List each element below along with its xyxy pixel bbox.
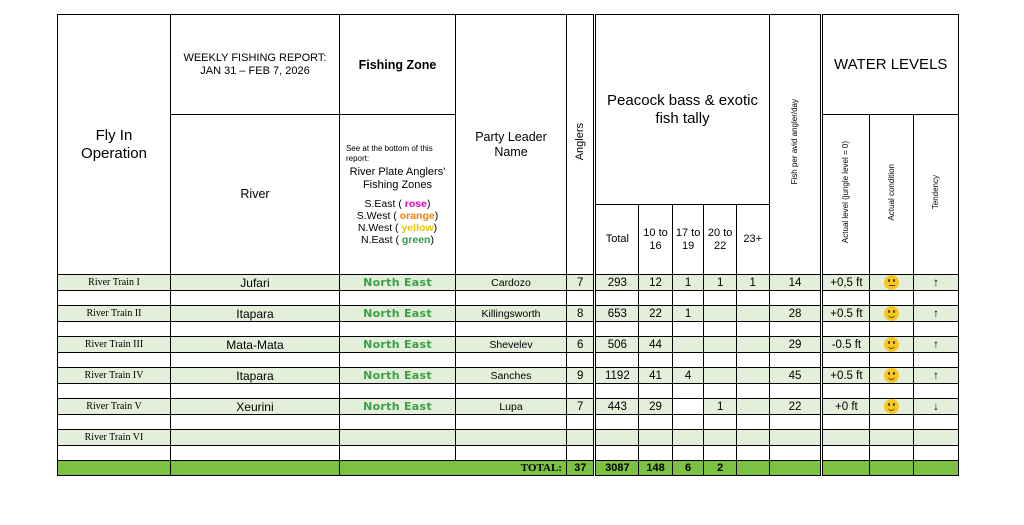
- spacer-cell: [704, 322, 737, 337]
- spacer-cell: [769, 353, 822, 368]
- train-cell: River Train VI: [58, 430, 171, 446]
- size-bin-cell: [639, 430, 673, 446]
- totals-bin: 148: [639, 461, 673, 476]
- condition-cell: [870, 306, 914, 322]
- spacer-cell: [822, 353, 870, 368]
- spacer-cell: [58, 291, 171, 306]
- totals-anglers: 37: [566, 461, 595, 476]
- spacer-cell: [736, 446, 769, 461]
- fishing-zone-header: Fishing Zone: [339, 15, 455, 115]
- totals-bin: [736, 461, 769, 476]
- spacer-cell: [566, 415, 595, 430]
- spacer-cell: [456, 446, 567, 461]
- spacer-cell: [672, 384, 704, 399]
- zone-cell: North East: [339, 368, 455, 384]
- spacer-cell: [736, 415, 769, 430]
- size-bin-cell: 44: [639, 337, 673, 353]
- zone-legend-suffix: ): [434, 209, 439, 222]
- zone-legend-suffix: ): [433, 221, 438, 234]
- zone-legend-suffix: ): [426, 197, 431, 210]
- zone-cell: [339, 430, 455, 446]
- spacer-cell: [870, 322, 914, 337]
- fish-per-angler-cell: 14: [769, 275, 822, 291]
- total-cell: 1192: [595, 368, 639, 384]
- total-col-header: Total: [595, 205, 639, 275]
- spacer-cell: [339, 353, 455, 368]
- spacer-cell: [822, 415, 870, 430]
- size-bin-cell: 1: [672, 275, 704, 291]
- spacer-cell: [170, 415, 339, 430]
- spacer-cell: [170, 446, 339, 461]
- size-bin-cell: 1: [704, 275, 737, 291]
- train-cell: River Train V: [58, 399, 171, 415]
- totals-total: 3087: [595, 461, 639, 476]
- total-cell: 506: [595, 337, 639, 353]
- actual-condition-label: Actual condition: [886, 163, 896, 221]
- spacer-cell: [595, 415, 639, 430]
- fish-per-angler-cell: 45: [769, 368, 822, 384]
- spacer-cell: [870, 415, 914, 430]
- size-bin-cell: [704, 430, 737, 446]
- size-bin-header: 20 to 22: [704, 205, 737, 275]
- totals-blank: [58, 461, 171, 476]
- smiley-face-icon: [884, 306, 899, 321]
- zone-legend-item: [340, 234, 455, 246]
- zone-legend-color: orange: [399, 209, 435, 222]
- total-cell: 443: [595, 399, 639, 415]
- table-row: [58, 337, 959, 353]
- fishing-report-table: [57, 14, 959, 476]
- river-cell: [170, 430, 339, 446]
- zone-cell: North East: [339, 337, 455, 353]
- zone-legend-prefix: N.West (: [357, 221, 399, 234]
- spacer-cell: [58, 322, 171, 337]
- fish-per-angler-cell: [769, 430, 822, 446]
- smiley-face-icon: [884, 337, 899, 352]
- spacer-cell: [822, 384, 870, 399]
- zones-legend: [339, 115, 455, 275]
- spacer-cell: [339, 384, 455, 399]
- spacer-cell: [672, 415, 704, 430]
- spacer-cell: [456, 353, 567, 368]
- train-cell: River Train II: [58, 306, 171, 322]
- spacer-cell: [58, 353, 171, 368]
- train-cell: River Train IV: [58, 368, 171, 384]
- spacer-row: [58, 384, 959, 399]
- zone-cell: North East: [339, 399, 455, 415]
- spacer-cell: [595, 446, 639, 461]
- spacer-cell: [704, 353, 737, 368]
- spacer-row: [58, 353, 959, 368]
- size-bin-cell: 4: [672, 368, 704, 384]
- spacer-cell: [672, 353, 704, 368]
- spacer-cell: [566, 291, 595, 306]
- spacer-cell: [870, 291, 914, 306]
- spacer-cell: [822, 291, 870, 306]
- totals-bin: 6: [672, 461, 704, 476]
- zone-legend-item: [340, 210, 455, 222]
- size-bin-cell: [704, 368, 737, 384]
- tendency-cell: [914, 430, 959, 446]
- zone-legend-item: [340, 222, 455, 234]
- size-bin-cell: 1: [672, 306, 704, 322]
- spacer-cell: [456, 322, 567, 337]
- spacer-cell: [170, 353, 339, 368]
- size-bin-cell: 29: [639, 399, 673, 415]
- spacer-cell: [566, 384, 595, 399]
- water-levels-header: WATER LEVELS: [822, 15, 959, 115]
- fish-per-angler-cell: 28: [769, 306, 822, 322]
- totals-blank: [870, 461, 914, 476]
- spacer-cell: [736, 384, 769, 399]
- river-cell: Jufari: [170, 275, 339, 291]
- spacer-cell: [736, 353, 769, 368]
- spacer-row: [58, 291, 959, 306]
- spacer-cell: [914, 353, 959, 368]
- totals-blank: [822, 461, 870, 476]
- river-cell: Xeurini: [170, 399, 339, 415]
- anglers-cell: 6: [566, 337, 595, 353]
- zone-list: [340, 198, 455, 246]
- spacer-row: [58, 446, 959, 461]
- spacer-cell: [639, 322, 673, 337]
- actual-condition-header: [870, 115, 914, 275]
- spacer-cell: [914, 415, 959, 430]
- tendency-cell: ↓: [914, 399, 959, 415]
- size-bin-cell: 22: [639, 306, 673, 322]
- size-bin-cell: [736, 430, 769, 446]
- size-bin-cell: 1: [736, 275, 769, 291]
- spacer-row: [58, 415, 959, 430]
- table-row: [58, 306, 959, 322]
- report-title: WEEKLY FISHING REPORT: JAN 31 – FEB 7, 2026: [170, 15, 339, 115]
- size-bin-header: 10 to 16: [639, 205, 673, 275]
- zone-legend-prefix: S.East (: [364, 197, 402, 210]
- river-header: River: [170, 115, 339, 275]
- size-bin-cell: [736, 337, 769, 353]
- spacer-cell: [566, 446, 595, 461]
- anglers-cell: 7: [566, 275, 595, 291]
- zone-cell: North East: [339, 275, 455, 291]
- condition-cell: [870, 337, 914, 353]
- anglers-header-label: Anglers: [573, 123, 586, 161]
- spacer-cell: [914, 322, 959, 337]
- table-row: [58, 430, 959, 446]
- spacer-cell: [170, 384, 339, 399]
- anglers-header: [566, 15, 595, 275]
- size-bin-cell: 1: [704, 399, 737, 415]
- spacer-cell: [639, 384, 673, 399]
- totals-blank: [914, 461, 959, 476]
- spacer-cell: [339, 446, 455, 461]
- size-bin-cell: [736, 306, 769, 322]
- tendency-cell: ↑: [914, 337, 959, 353]
- zone-legend-prefix: S.West (: [356, 209, 397, 222]
- spacer-cell: [704, 291, 737, 306]
- fish-per-angler-cell: 29: [769, 337, 822, 353]
- table-row: [58, 368, 959, 384]
- fish-per-angler-cell: 22: [769, 399, 822, 415]
- spacer-cell: [595, 353, 639, 368]
- spacer-row: [58, 322, 959, 337]
- river-cell: Itapara: [170, 368, 339, 384]
- zone-legend-suffix: ): [430, 233, 434, 246]
- operation-header: Fly In Operation: [58, 15, 171, 275]
- totals-bin: 2: [704, 461, 737, 476]
- spacer-cell: [769, 291, 822, 306]
- table-row: [58, 275, 959, 291]
- spacer-cell: [339, 415, 455, 430]
- size-bin-cell: [672, 337, 704, 353]
- spacer-cell: [704, 415, 737, 430]
- spacer-cell: [595, 291, 639, 306]
- condition-cell: [870, 399, 914, 415]
- anglers-cell: 7: [566, 399, 595, 415]
- condition-cell: [870, 275, 914, 291]
- spacer-cell: [704, 446, 737, 461]
- actual-level-label: Actual level (jungle level = 0): [841, 140, 851, 244]
- fish-per-angler-label: Fish per avid angler/day: [790, 99, 799, 185]
- level-cell: +0,5 ft: [822, 275, 870, 291]
- tally-header: Peacock bass & exotic fish tally: [595, 15, 769, 205]
- train-cell: River Train I: [58, 275, 171, 291]
- size-bin-cell: [736, 399, 769, 415]
- fish-per-angler-header: [769, 15, 822, 275]
- size-bin-cell: 12: [639, 275, 673, 291]
- tendency-header: [914, 115, 959, 275]
- size-bin-header: 23+: [736, 205, 769, 275]
- level-cell: [822, 430, 870, 446]
- leader-cell: Cardozo: [456, 275, 567, 291]
- size-bin-cell: [736, 368, 769, 384]
- level-cell: +0.5 ft: [822, 306, 870, 322]
- table-row: [58, 399, 959, 415]
- tendency-cell: ↑: [914, 275, 959, 291]
- leader-cell: Sanches: [456, 368, 567, 384]
- spacer-cell: [456, 291, 567, 306]
- spacer-cell: [456, 415, 567, 430]
- spacer-cell: [736, 322, 769, 337]
- anglers-cell: [566, 430, 595, 446]
- spacer-cell: [170, 322, 339, 337]
- condition-cell: [870, 368, 914, 384]
- spacer-cell: [566, 353, 595, 368]
- tendency-label: Tendency: [931, 174, 941, 210]
- tendency-cell: ↑: [914, 368, 959, 384]
- totals-label: TOTAL:: [339, 461, 566, 476]
- spacer-cell: [870, 446, 914, 461]
- smiley-face-icon: [884, 368, 899, 383]
- spacer-cell: [769, 322, 822, 337]
- total-cell: 293: [595, 275, 639, 291]
- spacer-cell: [456, 384, 567, 399]
- zone-legend-prefix: N.East (: [361, 233, 399, 246]
- river-cell: Itapara: [170, 306, 339, 322]
- spacer-cell: [769, 415, 822, 430]
- party-leader-header: Party Leader Name: [456, 15, 567, 275]
- spacer-cell: [704, 384, 737, 399]
- level-cell: +0.5 ft: [822, 368, 870, 384]
- spacer-cell: [639, 353, 673, 368]
- level-cell: -0.5 ft: [822, 337, 870, 353]
- spacer-cell: [595, 322, 639, 337]
- spacer-cell: [769, 384, 822, 399]
- size-bin-cell: [704, 306, 737, 322]
- totals-row: [58, 461, 959, 476]
- spacer-cell: [339, 291, 455, 306]
- spacer-cell: [914, 291, 959, 306]
- condition-cell: [870, 430, 914, 446]
- spacer-cell: [639, 415, 673, 430]
- spacer-cell: [639, 291, 673, 306]
- spacer-cell: [914, 446, 959, 461]
- spacer-cell: [672, 322, 704, 337]
- leader-cell: Lupa: [456, 399, 567, 415]
- river-cell: Mata-Mata: [170, 337, 339, 353]
- spacer-cell: [58, 415, 171, 430]
- totals-blank: [769, 461, 822, 476]
- leader-cell: Killingsworth: [456, 306, 567, 322]
- spacer-cell: [822, 322, 870, 337]
- totals-blank: [170, 461, 339, 476]
- spacer-cell: [870, 384, 914, 399]
- total-cell: [595, 430, 639, 446]
- anglers-cell: 8: [566, 306, 595, 322]
- zone-name: River Plate Anglers' Fishing Zones: [349, 165, 446, 191]
- spacer-cell: [769, 446, 822, 461]
- zone-legend-color: yellow: [401, 221, 434, 234]
- neutral-face-icon: [884, 275, 899, 290]
- size-bin-cell: [672, 430, 704, 446]
- zone-legend-color: green: [401, 233, 431, 246]
- zone-cell: North East: [339, 306, 455, 322]
- tendency-cell: ↑: [914, 306, 959, 322]
- level-cell: +0 ft: [822, 399, 870, 415]
- size-bin-cell: 41: [639, 368, 673, 384]
- spacer-cell: [672, 291, 704, 306]
- zone-legend-item: [340, 198, 455, 210]
- spacer-cell: [736, 291, 769, 306]
- leader-cell: Shevelev: [456, 337, 567, 353]
- spacer-cell: [58, 384, 171, 399]
- spacer-cell: [339, 322, 455, 337]
- smiley-face-icon: [884, 399, 899, 414]
- actual-level-header: [822, 115, 870, 275]
- spacer-cell: [595, 384, 639, 399]
- spacer-cell: [639, 446, 673, 461]
- spacer-cell: [822, 446, 870, 461]
- leader-cell: [456, 430, 567, 446]
- spacer-cell: [170, 291, 339, 306]
- spacer-cell: [870, 353, 914, 368]
- anglers-cell: 9: [566, 368, 595, 384]
- spacer-cell: [58, 446, 171, 461]
- spacer-cell: [914, 384, 959, 399]
- size-bin-cell: [704, 337, 737, 353]
- total-cell: 653: [595, 306, 639, 322]
- zone-legend-color: rose: [404, 197, 427, 210]
- zone-note: See at the bottom of this report:: [345, 143, 433, 163]
- spacer-cell: [672, 446, 704, 461]
- train-cell: River Train III: [58, 337, 171, 353]
- size-bin-cell: [672, 399, 704, 415]
- size-bin-header: 17 to 19: [672, 205, 704, 275]
- spacer-cell: [566, 322, 595, 337]
